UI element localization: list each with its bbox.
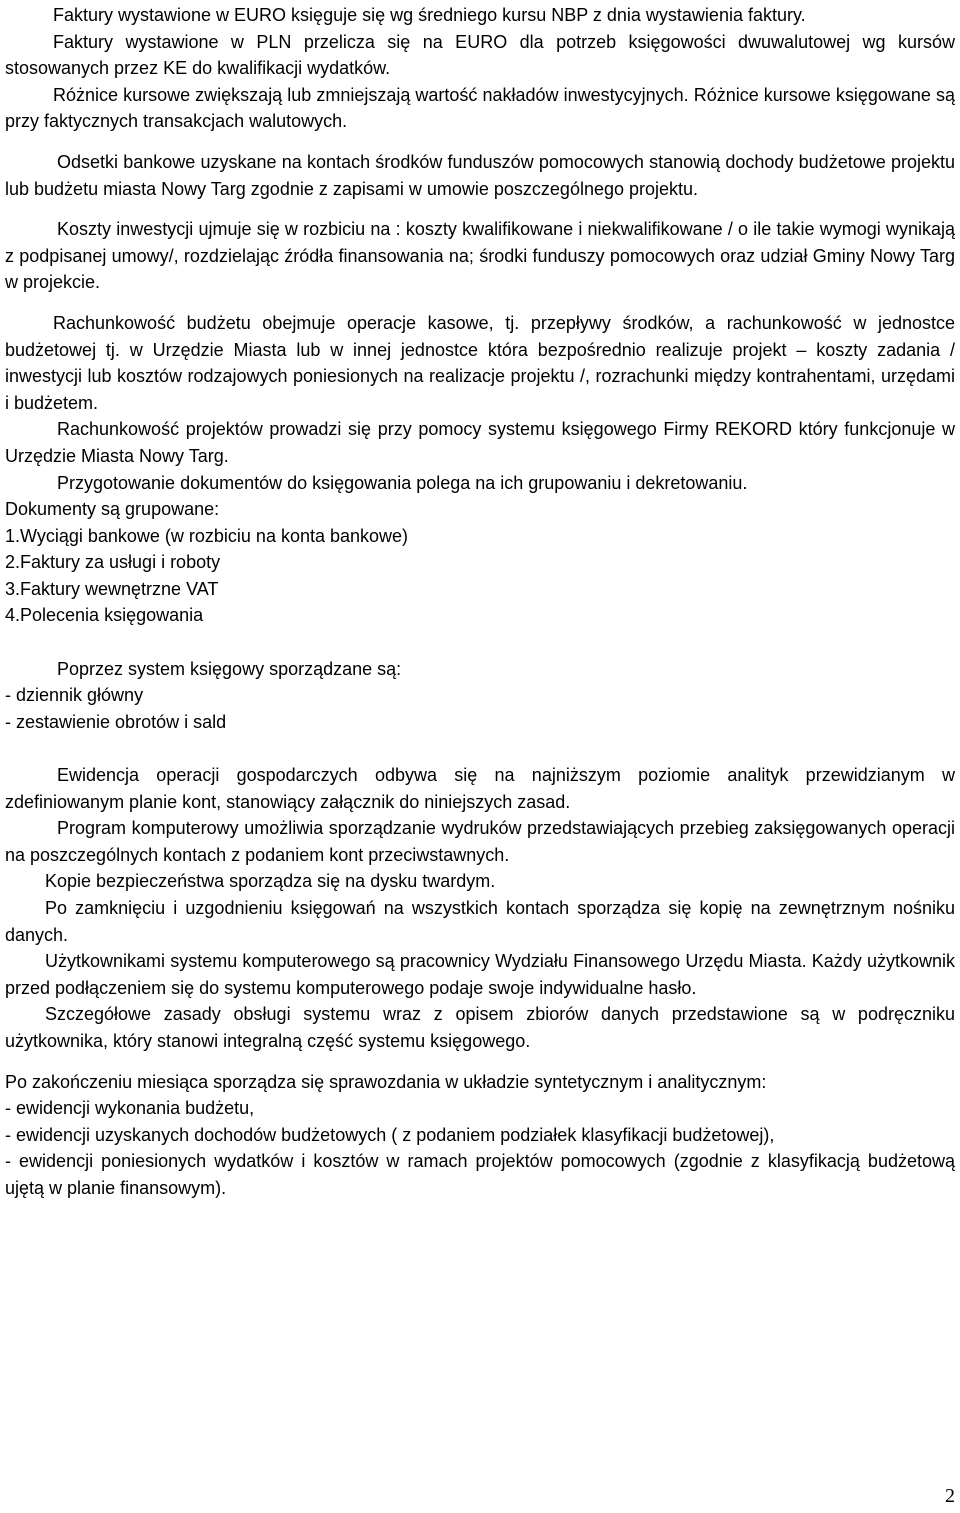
documents-list-item: 2.Faktury za usługi i roboty [5, 552, 221, 573]
spacer [5, 629, 955, 656]
paragraph-budget-accounting: Rachunkowość budżetu obejmuje operacje kasowe, tj. przepływy środków, a rachunkowość w jednostce budżetowej tj. w Urzędzie Miasta lub w innej jednostce która bezpośrednio realizuje projekt – koszty zadania / inwestycji lub kosztów rodzajowych poniesionych na realizacje projektu /, rozrachunki między kontrahentami, urzędami i budżetem. [5, 312, 955, 413]
paragraph-project-accounting: Rachunkowość projektów prowadzi się przy pomocy systemu księgowego Firmy REKORD który funkcjonuje w Urzędzie Miasta Nowy Targ. [5, 419, 955, 466]
paragraph-system-users: Użytkownikami systemu komputerowego są pracownicy Wydziału Finansowego Urzędu Miasta. Każdy użytkownik przed podłączeniem się do systemu komputerowego podaje swoje indywidualne hasło. [5, 951, 955, 998]
paragraph-external-copy: Po zamknięciu i uzgodnieniu księgowań na wszystkich kontach sporządza się kopię na zewnętrznym nośniku danych. [5, 898, 955, 945]
paragraph-document-preparation: Przygotowanie dokumentów do księgowania polega na ich grupowaniu i dekretowaniu. [57, 472, 748, 493]
paragraph-computer-program: Program komputerowy umożliwia sporządzanie wydruków przedstawiających przebieg zaksięgowanych operacji na poszczególnych kontach z podaniem kont przeciwstawnych. [5, 818, 955, 865]
paragraph-system-reports: Poprzez system księgowy sporządzane są: [57, 658, 402, 679]
report-list-item: - ewidencji uzyskanych dochodów budżetowych ( z podaniem podziałek klasyfikacji budżetowej), [5, 1124, 775, 1145]
documents-list-item: 1.Wyciągi bankowe (w rozbiciu na konta bankowe) [5, 525, 409, 546]
page-number: 2 [945, 1485, 955, 1507]
report-list-item: - ewidencji poniesionych wydatków i kosztów w ramach projektów pomocowych (zgodnie z klasyfikacją budżetową ujętą w planie finansowym). [5, 1151, 955, 1198]
spacer [5, 202, 955, 216]
paragraph-euro-invoices: Faktury wystawione w EURO księguje się wg średniego kursu NBP z dnia wystawienia faktury. [53, 5, 806, 25]
spacer [5, 735, 955, 762]
documents-list-item: 4.Polecenia księgowania [5, 605, 204, 626]
spacer [5, 135, 955, 149]
paragraph-exchange-differences: Różnice kursowe zwiększają lub zmniejszają wartość nakładów inwestycyjnych. Różnice kursowe księgowane są przy faktycznych transakcjach walutowych. [5, 84, 955, 132]
documents-list-item: 3.Faktury wewnętrzne VAT [5, 578, 219, 599]
paragraph-system-rules: Szczegółowe zasady obsługi systemu wraz z opisem zbiorów danych przedstawione są w podręczniku użytkownika, który stanowi integralną część systemu księgowego. [5, 1004, 955, 1051]
paragraph-bank-interest: Odsetki bankowe uzyskane na kontach środków funduszów pomocowych stanowią dochody budżetowe projektu lub budżetu miasta Nowy Targ zgodnie z zapisami w umowie poszczególnego projektu. [5, 151, 955, 199]
report-list-item: - ewidencji wykonania budżetu, [5, 1098, 255, 1119]
spacer [5, 1055, 955, 1069]
system-list-item: - dziennik główny [5, 685, 144, 706]
paragraph-operations-recording: Ewidencja operacji gospodarczych odbywa się na najniższym poziomie analityk przewidzianym w zdefiniowanym planie kont, stanowiący załącznik do niniejszych zasad. [5, 765, 955, 812]
documents-heading: Dokumenty są grupowane: [5, 499, 220, 520]
spacer [5, 296, 955, 310]
paragraph-investment-costs: Koszty inwestycji ujmuje się w rozbiciu na : koszty kwalifikowane i niekwalifikowane / o ile takie wymogi wynikają z podpisanej umowy/, rozdzielając źródła finansowania na; środki funduszy pomocowych oraz udział Gminy Nowy Targ w projekcie. [5, 219, 955, 293]
paragraph-monthly-reports: Po zakończeniu miesiąca sporządza się sprawozdania w układzie syntetycznym i analitycznym: [5, 1071, 767, 1092]
paragraph-backup-copies: Kopie bezpieczeństwa sporządza się na dysku twardym. [45, 871, 496, 892]
system-list-item: - zestawienie obrotów i sald [5, 711, 227, 732]
paragraph-pln-invoices: Faktury wystawione w PLN przelicza się na EURO dla potrzeb księgowości dwuwalutowej wg kursów stosowanych przez KE do kwalifikacji wydatków. [5, 31, 955, 79]
